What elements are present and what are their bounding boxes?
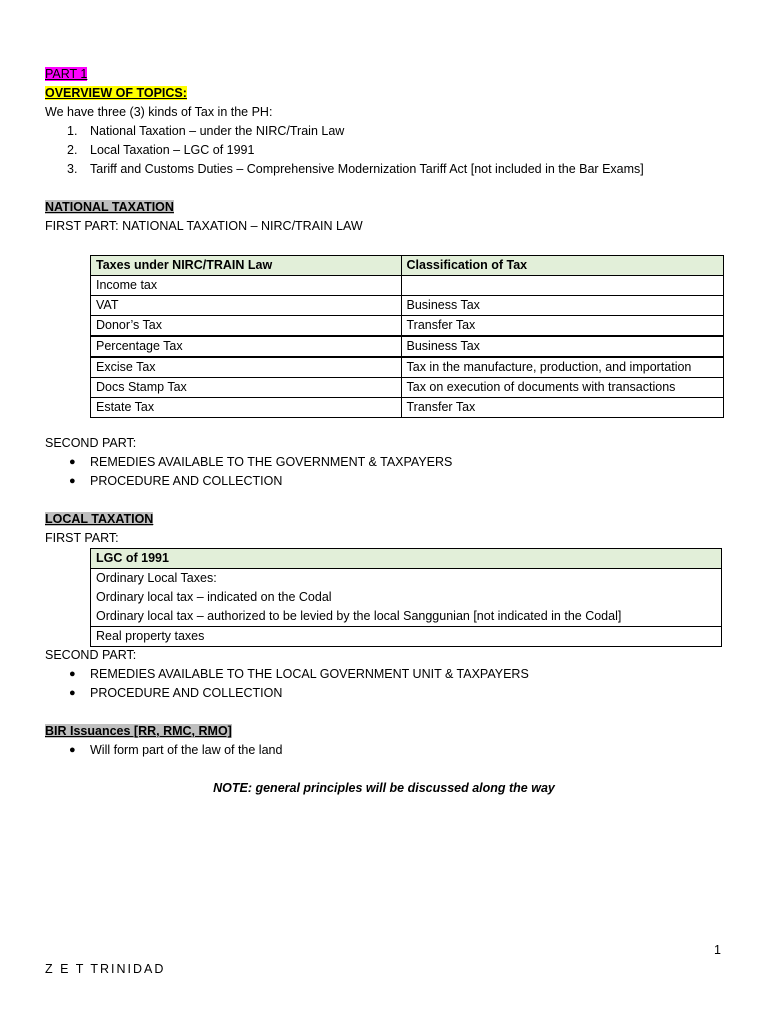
table-header-cell: Classification of Tax	[401, 256, 724, 276]
table-cell: Tax on execution of documents with transactions	[401, 378, 724, 398]
table-row	[91, 378, 724, 398]
overview-heading-line	[45, 84, 187, 103]
table-header-cell: Taxes under NIRC/TRAIN Law	[91, 256, 402, 276]
bir-heading: BIR Issuances [RR, RMC, RMO]	[45, 724, 232, 738]
bullet-icon: ●	[69, 456, 76, 468]
local-second-part: SECOND PART:	[45, 648, 137, 662]
table-row	[91, 398, 724, 418]
table-row	[91, 357, 724, 378]
table-cell: Percentage Tax	[91, 336, 402, 357]
table-header-cell: LGC of 1991	[91, 549, 722, 569]
part-label: PART 1	[45, 67, 88, 81]
bullet-icon: ●	[69, 668, 76, 680]
table-cell	[401, 276, 724, 296]
table-cell: Tax in the manufacture, production, and importation	[401, 357, 724, 378]
table-cell: Transfer Tax	[401, 316, 724, 337]
local-heading: LOCAL TAXATION	[45, 512, 154, 526]
table-cell: Income tax	[91, 276, 402, 296]
table-cell: Docs Stamp Tax	[91, 378, 402, 398]
table-cell: Ordinary Local Taxes: Ordinary local tax – indicated on the Codal Ordinary local tax – authorized to be levied by the local Sanggunian [not indicated in the Codal]	[91, 569, 722, 627]
national-heading-line	[45, 198, 174, 217]
page-number: 1	[714, 943, 721, 957]
table-row	[91, 316, 724, 337]
table-row	[91, 296, 724, 316]
overview-heading: OVERVIEW OF TOPICS:	[45, 86, 187, 100]
table-cell: VAT	[91, 296, 402, 316]
table-header-row	[91, 549, 722, 569]
table-row	[91, 276, 724, 296]
national-first-part: FIRST PART: NATIONAL TAXATION – NIRC/TRAIN LAW	[45, 219, 363, 233]
table-cell: Donor’s Tax	[91, 316, 402, 337]
table-row	[91, 569, 722, 627]
table-cell: Estate Tax	[91, 398, 402, 418]
note-text: NOTE: general principles will be discussed along the way	[213, 781, 555, 795]
table-row	[91, 627, 722, 647]
table-header-row	[91, 256, 724, 276]
national-tax-table	[90, 255, 724, 418]
bullet-icon: ●	[69, 744, 76, 756]
local-tax-table	[90, 548, 722, 647]
table-cell: Transfer Tax	[401, 398, 724, 418]
bullet-icon: ●	[69, 475, 76, 487]
table-row	[91, 336, 724, 357]
intro-text: We have three (3) kinds of Tax in the PH:	[45, 105, 273, 119]
footer-author: Z E T TRINIDAD	[45, 962, 166, 976]
local-heading-line	[45, 510, 153, 529]
part-label-line	[45, 65, 87, 84]
national-second-part: SECOND PART:	[45, 436, 137, 450]
bullet-icon: ●	[69, 687, 76, 699]
table-cell: Business Tax	[401, 296, 724, 316]
table-cell: Business Tax	[401, 336, 724, 357]
national-heading: NATIONAL TAXATION	[45, 200, 174, 214]
table-cell: Excise Tax	[91, 357, 402, 378]
document-page: PART 1 OVERVIEW OF TOPICS: We have three (3) kinds of Tax in the PH: 1. National Taxation – under the NIRC/Train Law 2. Local Taxation – LGC of 1991 3. Tariff and Customs Duties – Comprehensive Modernization Tariff Act [not included in the Bar Exams] NATIONAL TAXATION FIRST PART: NATIONAL TAXATION – NIRC/TRAIN LAW Taxes under NIRC/TRAIN Law Classification of Tax Income tax VAT Business Tax Donor’s Tax Transfer Tax Percentage Tax Business Tax Excise Tax Tax in the manufacture, production, and importation Docs Stamp Tax Tax on execution of documents with transactions Estate Tax Transfer Tax SECOND PART: ● REMEDIES AVAILABLE TO THE GOVERNMENT & TAXPAYERS ● PROCEDURE AND COLLECTION LOCAL TAXATION FIRST PART: LGC of 1991 Ordinary Local Taxes: Ordinary local tax – indicated on the Codal Ordinary local tax – authorized to be levied by the local Sanggunian [not indicated in the Codal] Real property taxes SECOND PART: ● REMEDIES AVAILABLE TO THE LOCAL GOVERNMENT UNIT & TAXPAYERS ● PROCEDURE AND COLLECTION BIR Issuances [RR, RMC, RMO] ● Will form part of the law of the land NOTE: general principles will be discussed along the way 1 Z E T TRINIDAD	[0, 0, 768, 1024]
bir-heading-line	[45, 722, 232, 741]
table-cell: Real property taxes	[91, 627, 722, 647]
local-first-part: FIRST PART:	[45, 531, 119, 545]
